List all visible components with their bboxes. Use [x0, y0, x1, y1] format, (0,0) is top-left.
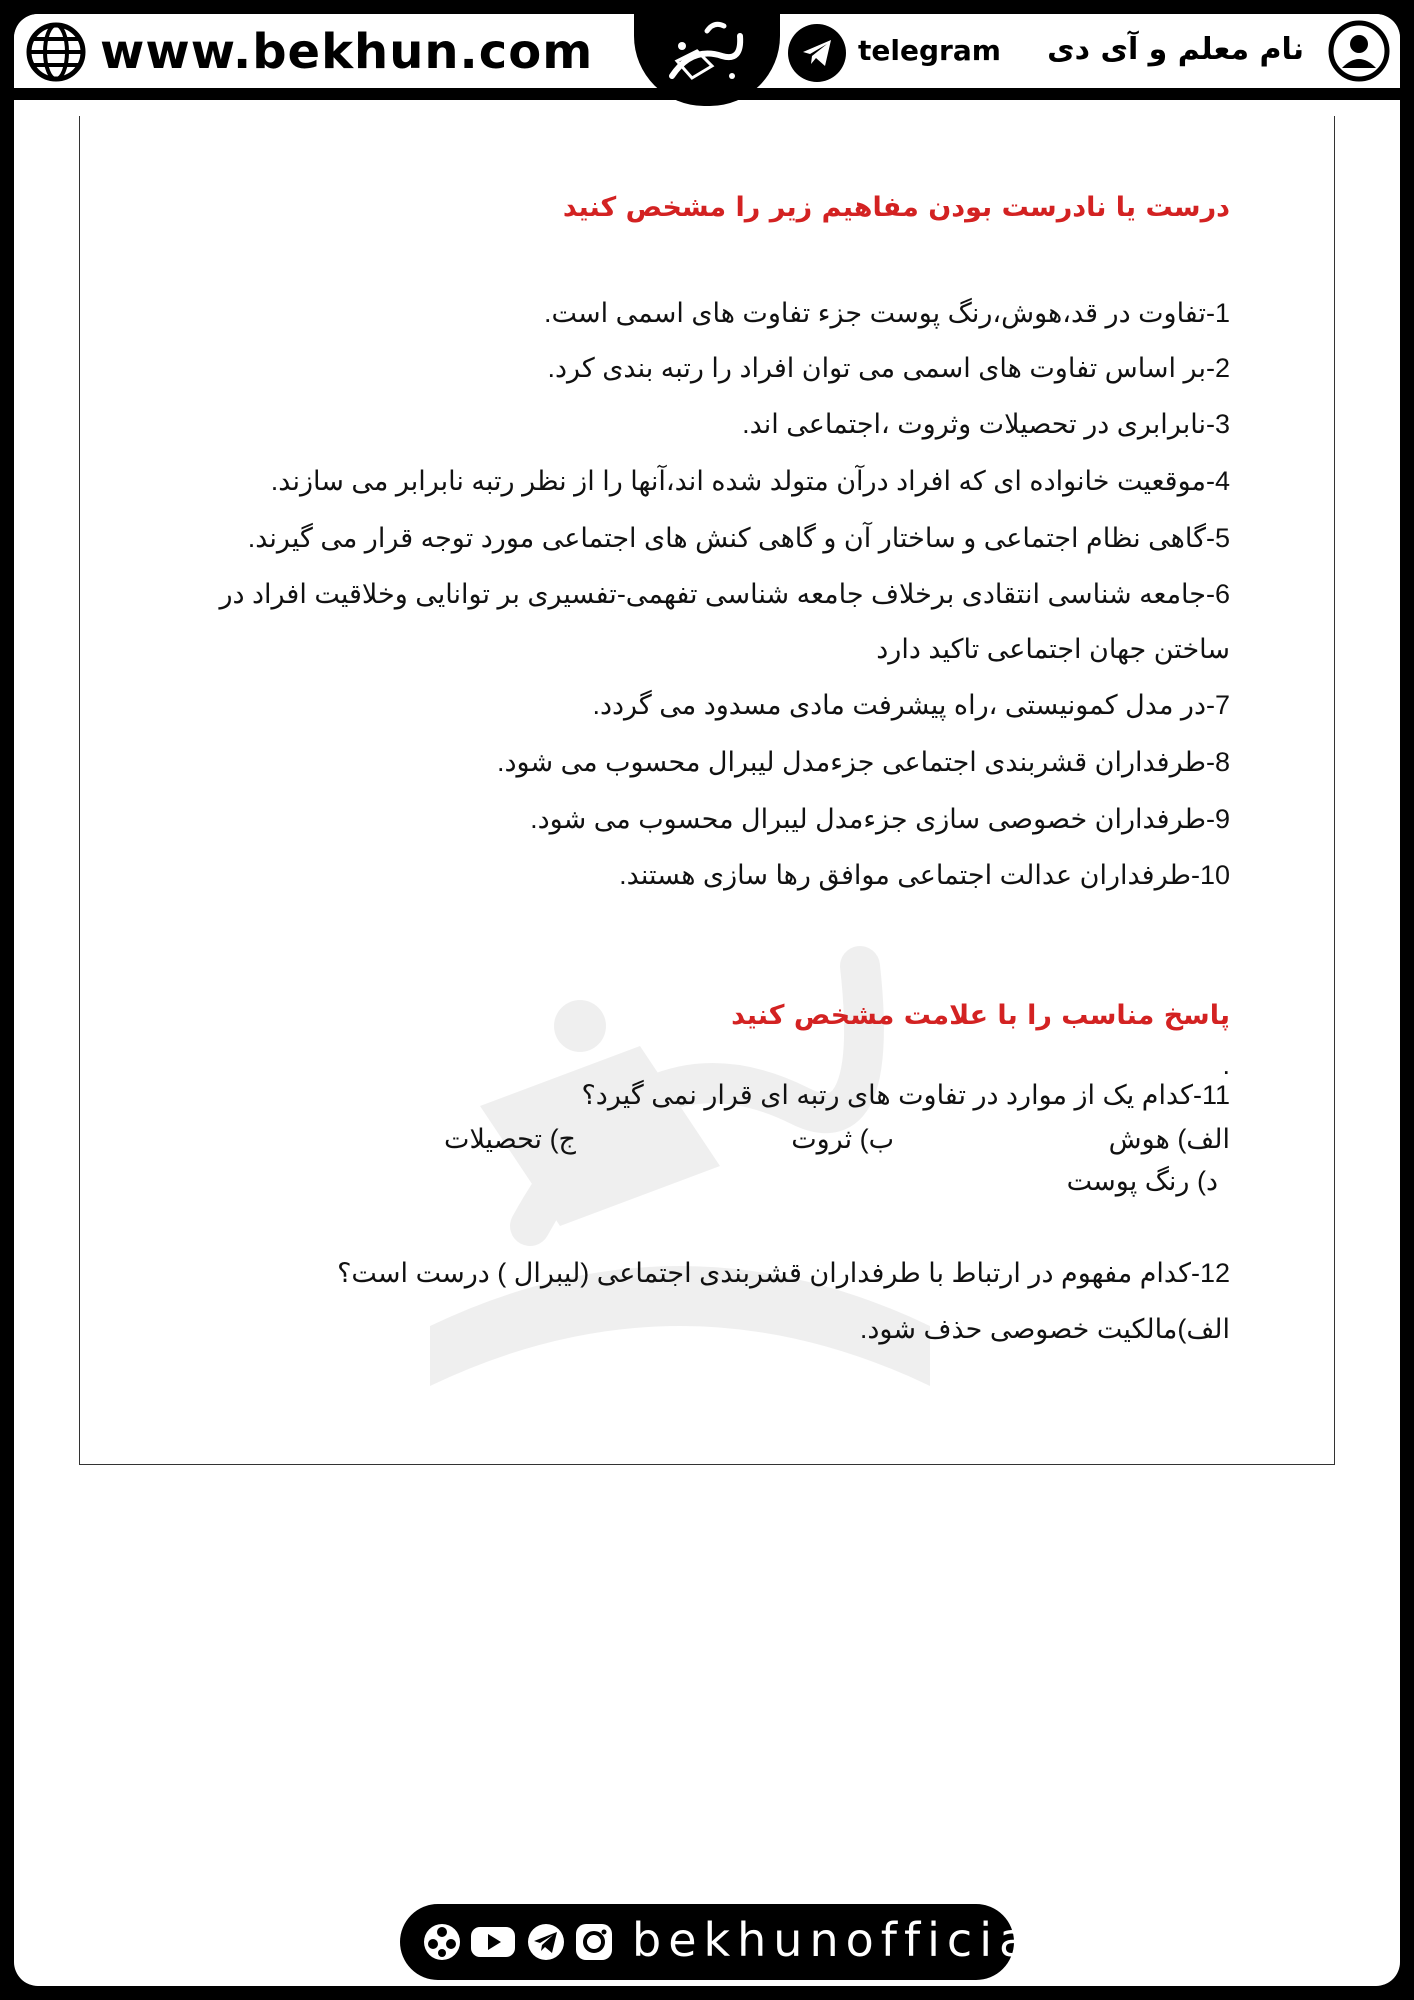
brand-logo-icon [652, 16, 762, 96]
tf-item-1: 1-تفاوت در قد،هوش،رنگ پوست جزء تفاوت های اسمی است. [543, 298, 1230, 328]
youtube-icon[interactable] [470, 1922, 516, 1962]
section1-heading: درست یا نادرست بودن مفاهیم زیر را مشخص کنید [562, 192, 1230, 223]
q11-option-a[interactable]: الف) هوش [1108, 1124, 1230, 1154]
watermark-logo-icon [380, 906, 980, 1466]
tf-item-4: 4-موقعیت خانواده ای که افراد درآن متولد شده اند،آنها را از نظر رتبه نابرابر می سازند. [270, 466, 1230, 496]
tf-item-7: 7-در مدل کمونیستی ،راه پیشرفت مادی مسدود می گردد. [592, 690, 1230, 720]
q12-option-a[interactable]: الف)مالکیت خصوصی حذف شود. [859, 1314, 1230, 1344]
worksheet-box [79, 116, 1335, 1465]
header-divider [14, 88, 1400, 100]
tf-item-2: 2-بر اساس تفاوت های اسمی می توان افراد را رتبه بندی کرد. [547, 353, 1230, 383]
tf-item-6-cont: ساختن جهان اجتماعی تاکید دارد [876, 634, 1230, 664]
telegram-footer-icon[interactable] [526, 1922, 566, 1962]
user-avatar-icon [1328, 20, 1390, 82]
site-url-link[interactable]: www.bekhun.com [100, 24, 594, 80]
header-title: نام معلم و آی دی [1047, 32, 1304, 67]
question-11: 11-کدام یک از موارد در تفاوت های رتبه ای قرار نمی گیرد؟ [581, 1080, 1230, 1110]
social-handle[interactable]: bekhunofficial [632, 1913, 1054, 1967]
telegram-label[interactable]: telegram [858, 34, 1001, 67]
section2-heading: پاسخ مناسب را با علامت مشخص کنید [731, 1000, 1230, 1031]
tf-item-8: 8-طرفداران قشربندی اجتماعی جزءمدل لیبرال محسوب می شود. [497, 747, 1230, 777]
telegram-icon [801, 38, 833, 68]
q11-option-c[interactable]: ج) تحصیلات [444, 1124, 576, 1154]
tf-item-6: 6-جامعه شناسی انتقادی برخلاف جامعه شناسی تفهمی-تفسیری بر توانایی وخلاقیت افراد در [219, 579, 1230, 609]
page-frame [14, 14, 1400, 1986]
globe-icon [26, 22, 86, 82]
question-12: 12-کدام مفهوم در ارتباط با طرفداران قشربندی اجتماعی (لیبرال ) درست است؟ [337, 1258, 1230, 1288]
tf-item-10: 10-طرفداران عدالت اجتماعی موافق رها سازی هستند. [619, 860, 1230, 890]
telegram-header-button[interactable] [788, 24, 846, 82]
tf-item-3: 3-نابرابری در تحصیلات وثروت ،اجتماعی اند. [742, 409, 1230, 439]
tf-item-5: 5-گاهی نظام اجتماعی و ساختار آن و گاهی کنش های اجتماعی مورد توجه قرار می گیرند. [247, 523, 1230, 553]
q11-option-b[interactable]: ب) ثروت [791, 1124, 894, 1154]
q11-option-d[interactable]: د) رنگ پوست [1066, 1166, 1218, 1196]
reel-icon[interactable] [422, 1922, 462, 1962]
social-footer [400, 1904, 1054, 1980]
instagram-icon[interactable] [574, 1922, 614, 1962]
section2-dot: . [1222, 1050, 1230, 1080]
tf-item-9: 9-طرفداران خصوصی سازی جزءمدل لیبرال محسوب می شود. [530, 804, 1230, 834]
header-bar [14, 14, 1400, 88]
